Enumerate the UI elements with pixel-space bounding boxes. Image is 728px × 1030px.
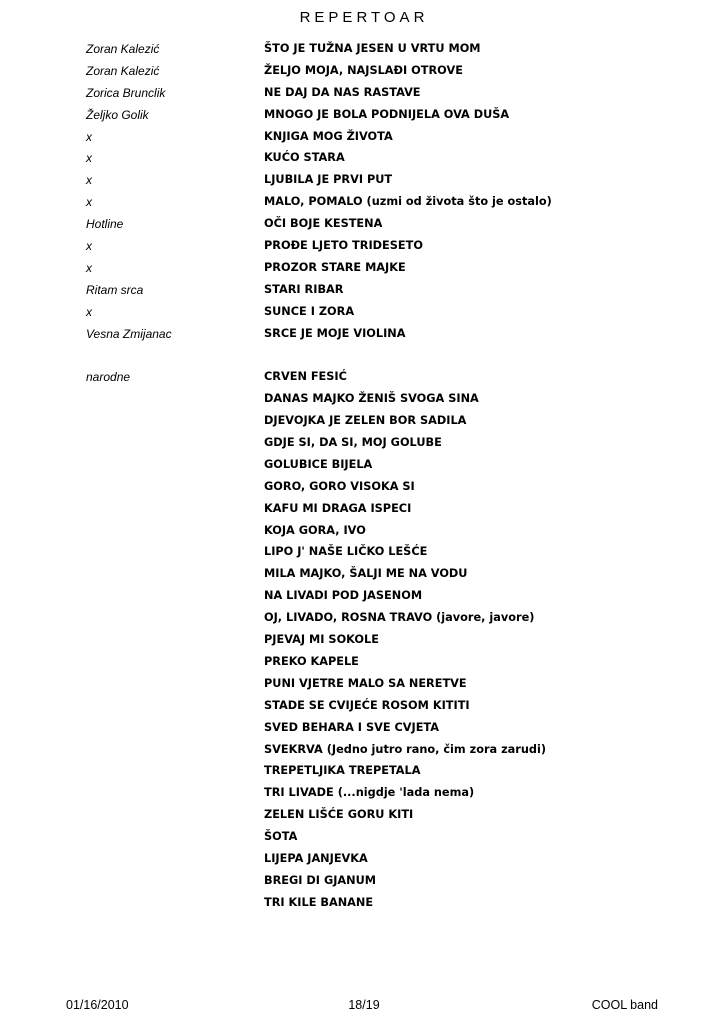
song-title: DJEVOJKA JE ZELEN BOR SADILA [264,414,467,428]
song-title: PROZOR STARE MAJKE [264,260,406,274]
song-title: LJUBILA JE PRVI PUT [264,173,393,187]
song-title: KOJA GORA, IVO [264,523,366,537]
list-item [0,434,728,456]
list-item [0,675,728,697]
list-item [0,784,728,806]
list-item [0,543,728,565]
song-title: STARI RIBAR [264,282,344,296]
list-item [0,806,728,828]
artist-name: Hotline [86,217,124,232]
list-item [0,62,728,84]
list-item [0,325,728,347]
list-item [0,84,728,106]
list-item [0,193,728,215]
list-item [0,587,728,609]
artist-name: Ritam srca [86,282,144,297]
list-item [0,456,728,478]
list-item [0,346,728,368]
song-title: PREKO KAPELE [264,654,359,668]
list-item [0,631,728,653]
song-title: SVED BEHARA I SVE CVJETA [264,720,439,734]
song-title: BREGI DI GJANUM [264,873,377,887]
song-title: ŽELJO MOJA, NAJSLAĐI OTROVE [264,63,463,77]
song-title: GOLUBICE BIJELA [264,457,373,471]
list-item [0,40,728,62]
list-item [0,609,728,631]
list-item [0,697,728,719]
list-item [0,828,728,850]
song-title: NA LIVADI POD JASENOM [264,589,423,603]
list-item [0,565,728,587]
list-item [0,215,728,237]
song-title: ŠOTA [264,830,298,844]
song-title: PJEVAJ MI SOKOLE [264,633,379,647]
list-item [0,478,728,500]
song-title: KUĆO STARA [264,151,345,165]
song-title: TRI LIVADE (...nigdje 'lada nema) [264,786,475,800]
list-item [0,872,728,894]
song-title: ŠTO JE TUŽNA JESEN U VRTU MOM [264,42,481,55]
song-title: SRCE JE MOJE VIOLINA [264,326,406,340]
artist-name: x [86,195,92,210]
repertoire-list [0,40,728,916]
song-title: MILA MAJKO, ŠALJI ME NA VODU [264,567,468,581]
list-item [0,500,728,522]
page-title: REPERTOAR [299,9,429,26]
artist-name: Zorica Brunclik [86,85,166,100]
list-item [0,149,728,171]
song-title: GDJE SI, DA SI, MOJ GOLUBE [264,436,442,450]
artist-name: Željko Golik [86,107,149,122]
list-item [0,653,728,675]
list-item [0,762,728,784]
list-item [0,522,728,544]
song-title: DANAS MAJKO ŽENIŠ SVOGA SINA [264,392,479,406]
artist-name: x [86,260,92,275]
song-title: LIPO J' NAŠE LIČKO LEŠĆE [264,545,428,559]
footer-date: 01/16/2010 [66,998,129,1012]
song-title: TREPETLJIKA TREPETALA [264,764,421,778]
song-title: OČI BOJE KESTENA [264,217,383,231]
song-title: SVEKRVA (Jedno jutro rano, čim zora zarudi) [264,742,547,756]
artist-name: narodne [86,370,131,385]
artist-name: x [86,151,92,166]
artist-name: x [86,239,92,254]
song-title: OJ, LIVADO, ROSNA TRAVO (javore, javore) [264,611,535,625]
artist-name: Vesna Zmijanac [86,326,172,341]
song-title: CRVEN FESIĆ [264,370,347,384]
list-item [0,368,728,390]
footer-band-name: COOL band [591,998,658,1012]
song-title: STADE SE CVIJEĆE ROSOM KITITI [264,698,470,712]
list-item [0,259,728,281]
artist-name: x [86,304,92,319]
artist-name: x [86,173,92,188]
song-title: KNJIGA MOG ŽIVOTA [264,129,393,143]
artist-name: x [86,129,92,144]
song-title: MNOGO JE BOLA PODNIJELA OVA DUŠA [264,107,510,121]
list-item [0,171,728,193]
list-item [0,390,728,412]
song-title: GORO, GORO VISOKA SI [264,479,415,493]
list-item [0,412,728,434]
song-title: SUNCE I ZORA [264,304,355,318]
list-item [0,741,728,763]
song-title: PUNI VJETRE MALO SA NERETVE [264,676,467,690]
list-item [0,128,728,150]
list-item [0,894,728,916]
list-item [0,719,728,741]
list-item [0,303,728,325]
footer-page-number: 18/19 [348,998,380,1012]
song-title: LIJEPA JANJEVKA [264,851,368,865]
song-title: MALO, POMALO (uzmi od života što je ostalo) [264,195,552,209]
artist-name: Zoran Kalezić [86,42,160,56]
song-title: ZELEN LIŠĆE GORU KITI [264,808,414,822]
list-item [0,281,728,303]
song-title: TRI KILE BANANE [264,895,374,909]
artist-name: Zoran Kalezić [86,63,160,78]
list-item [0,106,728,128]
song-title: PROĐE LJETO TRIDESETO [264,239,423,253]
song-title: KAFU MI DRAGA ISPECI [264,501,412,515]
song-title: NE DAJ DA NAS RASTAVE [264,85,421,99]
page-footer [0,998,728,1016]
list-item [0,850,728,872]
list-item [0,237,728,259]
